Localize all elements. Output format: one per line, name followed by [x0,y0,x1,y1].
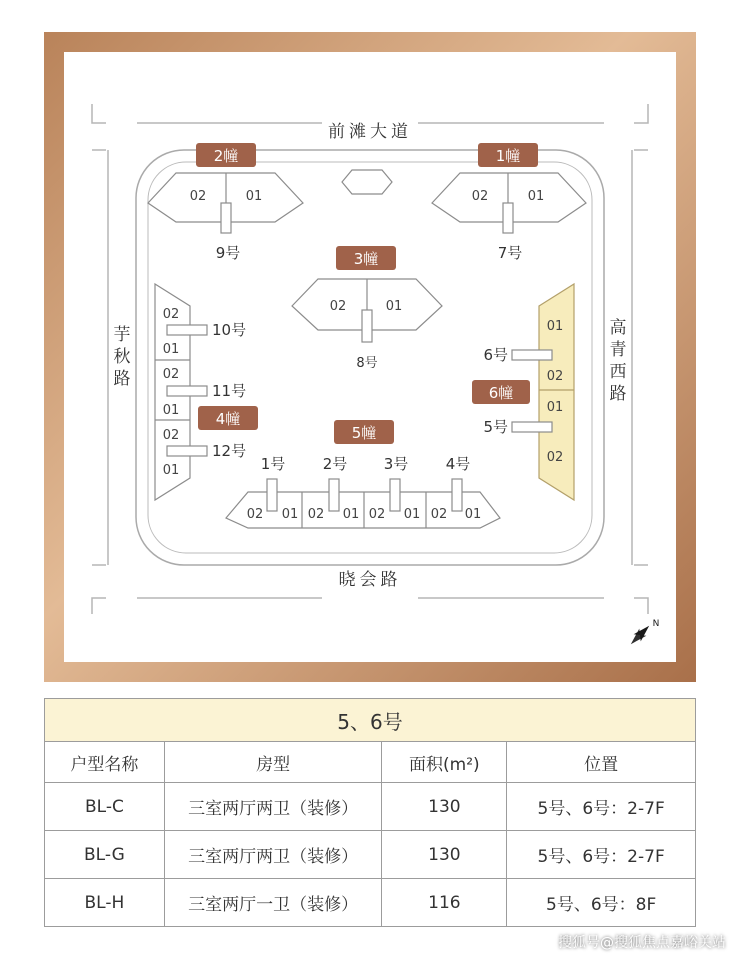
cell-position: 5号、6号：2-7F [507,831,696,879]
building-3-label: 3幢 [353,250,379,268]
cell-type-name: BL-G [45,831,165,879]
road-name-north: 前滩大道 [328,122,412,142]
building-1-badge [478,143,538,167]
unit-label: 01 [162,342,180,357]
unit-label: 02 [246,507,264,522]
unit-label: 01 [342,507,360,522]
staircase-9-label: 9号 [215,244,241,262]
unit-label: 02 [368,507,386,522]
cell-type-name: BL-C [45,783,165,831]
staircase-3-label: 3号 [383,455,409,473]
unit-label: 02 [162,367,180,382]
road-name-char: 高 [609,318,627,338]
building-6-badge [472,380,530,404]
unit-label: 02 [329,299,347,314]
road-name-char: 路 [113,369,131,389]
staircase-8-label: 8号 [356,356,378,371]
staircase-12-label: 12号 [212,442,247,460]
site-plan-map [44,32,696,682]
table-caption: 5、6号 [45,699,696,742]
column-header-position: 位置 [507,742,696,783]
unit-label: 01 [245,189,263,204]
road-name-south: 晓会路 [338,570,402,590]
core-10 [167,325,207,335]
core-12 [167,446,207,456]
building-2-badge [196,143,256,167]
core-3 [390,479,400,511]
unit-label: 02 [430,507,448,522]
table-row [45,879,696,927]
core-5 [512,422,552,432]
road-name-east [610,318,627,404]
unit-label: 01 [385,299,403,314]
staircase-1-label: 1号 [260,455,286,473]
road-name-char: 秋 [113,347,131,367]
column-header-area: 面积(m²) [382,742,507,783]
unit-label: 02 [162,307,180,322]
cell-position: 5号、6号：8F [507,879,696,927]
core-6 [512,350,552,360]
unit-label: 02 [307,507,325,522]
core-1 [267,479,277,511]
cell-position: 5号、6号：2-7F [507,783,696,831]
cell-type-name: BL-H [45,879,165,927]
column-header-layout: 房型 [164,742,382,783]
pavilion [342,170,392,194]
road-name-char: 芋 [113,325,131,345]
cell-layout: 三室两厅一卫（装修） [164,879,382,927]
cell-layout: 三室两厅两卫（装修） [164,783,382,831]
building-4-badge [198,406,258,430]
building-6-footprint [539,284,574,500]
cell-area: 130 [382,783,507,831]
road-name-west [114,325,131,389]
unit-label: 02 [546,369,564,384]
core-2 [329,479,339,511]
unit-label: 02 [471,189,489,204]
unit-label: 02 [162,428,180,443]
unit-label: 01 [546,319,564,334]
cell-layout: 三室两厅两卫（装修） [164,831,382,879]
unit-label: 02 [189,189,207,204]
unit-label: 01 [162,463,180,478]
building-6-label: 6幢 [488,384,514,402]
unit-label: 01 [403,507,421,522]
staircase-2-label: 2号 [322,455,348,473]
core-4 [452,479,462,511]
building-2-label: 2幢 [213,147,239,165]
unit-label: 01 [464,507,482,522]
table-header-row [45,742,696,783]
unit-label: 01 [527,189,545,204]
compass-north-arrow-icon [627,622,652,647]
table-row [45,831,696,879]
road-name-char: 路 [609,384,627,404]
staircase-5-label: 5号 [483,418,508,436]
core-11 [167,386,207,396]
core-8 [362,310,372,342]
road-name-char: 青 [609,340,627,360]
watermark: 搜狐号@搜狐焦点嘉峪关站 [558,935,726,951]
staircase-4-label: 4号 [445,455,471,473]
unit-label: 02 [546,450,564,465]
building-3-badge [336,246,396,270]
building-5-label: 5幢 [351,424,377,442]
building-5-badge [334,420,394,444]
staircase-6-label: 6号 [483,346,508,364]
table-row [45,783,696,831]
staircase-11-label: 11号 [212,382,247,400]
unit-type-table [44,698,696,927]
compass-n-letter: N [652,619,660,629]
road-name-char: 西 [609,362,627,382]
cell-area: 116 [382,879,507,927]
staircase-7-label: 7号 [497,244,523,262]
core-9 [221,203,231,233]
staircase-10-label: 10号 [212,321,247,339]
unit-label: 01 [546,400,564,415]
building-4-label: 4幢 [215,410,241,428]
unit-label: 01 [162,403,180,418]
unit-label: 01 [281,507,299,522]
cell-area: 130 [382,831,507,879]
column-header-name: 户型名称 [45,742,165,783]
building-1-label: 1幢 [495,147,521,165]
core-7 [503,203,513,233]
